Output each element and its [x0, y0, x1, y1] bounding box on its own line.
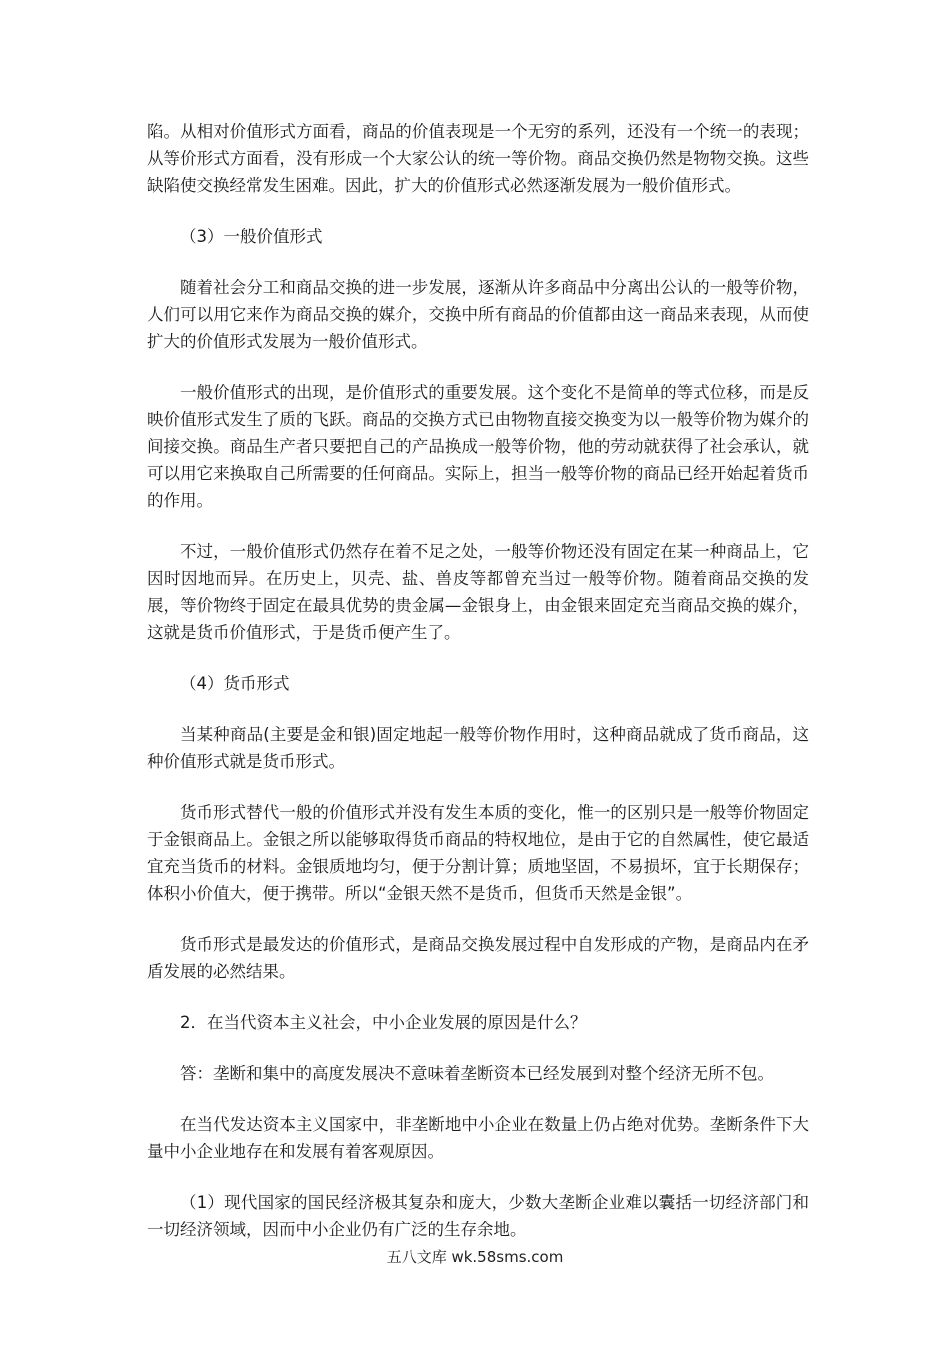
footer-watermark: 五八文库 wk.58sms.com: [386, 1248, 564, 1266]
paragraph: 不过，一般价值形式仍然存在着不足之处，一般等价物还没有固定在某一种商品上，它因时因地而异。在历史上，贝壳、盐、兽皮等都曾充当过一般等价物。随着商品交换的发展，等价物终于固定在最具优势的贵金属—金银身上，由金银来固定充当商品交换的媒介，这就是货币价值形式，于是货币便产生了。: [147, 542, 809, 642]
paragraph: 货币形式是最发达的价值形式，是商品交换发展过程中自发形成的产物，是商品内在矛盾发展的必然结果。: [147, 935, 809, 981]
paragraph: 随着社会分工和商品交换的进一步发展，逐渐从许多商品中分离出公认的一般等价物，人们可以用它来作为商品交换的媒介，交换中所有商品的价值都由这一商品来表现，从而使扩大的价值形式发展为一般价值形式。: [147, 278, 809, 351]
paragraph: 一般价值形式的出现，是价值形式的重要发展。这个变化不是简单的等式位移，而是反映价值形式发生了质的飞跃。商品的交换方式已由物物直接交换变为以一般等价物为媒介的间接交换。商品生产者只要把自己的产品换成一般等价物，他的劳动就获得了社会承认，就可以用它来换取自己所需要的任何商品。实际上，担当一般等价物的商品已经开始起着货币的作用。: [147, 383, 809, 510]
paragraph-continuation: 陷。从相对价值形式方面看，商品的价值表现是一个无穷的系列，还没有一个统一的表现；从等价形式方面看，没有形成一个大家公认的统一等价物。商品交换仍然是物物交换。这些缺陷使交换经常发生困难。因此，扩大的价值形式必然逐渐发展为一般价值形式。: [147, 122, 809, 195]
answer-paragraph: 答：垄断和集中的高度发展决不意味着垄断资本已经发展到对整个经济无所不包。: [180, 1064, 774, 1083]
paragraph: 在当代发达资本主义国家中，非垄断地中小企业在数量上仍占绝对优势。垄断条件下大量中小企业地存在和发展有着客观原因。: [147, 1115, 809, 1161]
question-heading: 2．在当代资本主义社会，中小企业发展的原因是什么？: [180, 1013, 587, 1032]
section-heading-money-form: （4）货币形式: [180, 674, 290, 693]
paragraph: （1）现代国家的国民经济极其复杂和庞大，少数大垄断企业难以囊括一切经济部门和一切经济领域，因而中小企业仍有广泛的生存余地。: [147, 1193, 809, 1239]
paragraph: 当某种商品(主要是金和银)固定地起一般等价物作用时，这种商品就成了货币商品，这种价值形式就是货币形式。: [147, 725, 809, 771]
section-heading-general-value-form: （3）一般价值形式: [180, 227, 323, 246]
paragraph: 货币形式替代一般的价值形式并没有发生本质的变化，惟一的区别只是一般等价物固定于金银商品上。金银之所以能够取得货币商品的特权地位，是由于它的自然属性，使它最适宜充当货币的材料。金银质地均匀，便于分割计算；质地坚固，不易损坏，宜于长期保存；体积小价值大，便于携带。所以“金银天然不是货币，但货币天然是金银”。: [147, 803, 809, 903]
document-body: [147, 118, 809, 1267]
